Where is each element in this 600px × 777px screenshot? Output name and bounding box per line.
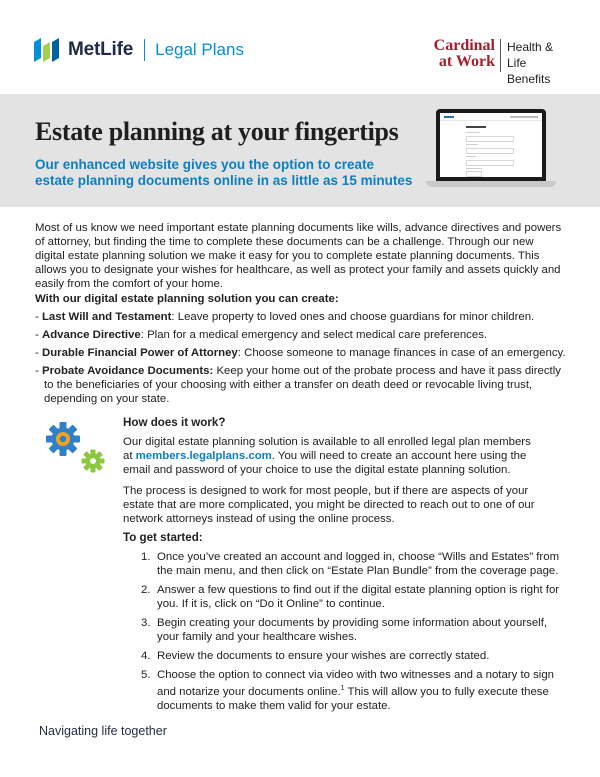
footer-tagline: Navigating life together xyxy=(39,724,167,738)
cardinal-name-line2: at Work xyxy=(438,53,495,70)
intro-paragraph: Most of us know we need important estate planning documents like wills, advance directives and powers of attorney, but finding the time to complete these documents can be a challenge. Through our new digital estate planning solution we make it easy for you to complete estate planning documents. This allows you to designate your wishes for healthcare, as well as protect your family and assets quickly and easily from the comfort of your home. xyxy=(35,222,562,290)
step-number: 2. xyxy=(141,584,151,596)
list-item xyxy=(123,550,563,578)
bullet-text: : Choose someone to manage finances in case of an emergency. xyxy=(237,347,566,359)
step-text: Begin creating your documents by providing some information about yourself, your family and your healthcare wishes. xyxy=(157,617,548,643)
laptop-screen xyxy=(436,109,546,181)
how-p1-text-end: . You will need to create an account here using the email and password of your choice to use the digital estate planning solution. xyxy=(123,450,527,476)
documents-lead: With our digital estate planning solution you can create: xyxy=(35,293,339,305)
bullet-text: : Leave property to loved ones and choose guardians for minor children. xyxy=(171,311,535,323)
bullet-text: Keep your home out of the probate process and have it pass directly to the beneficiaries of your choosing with either a transfer on death deed or revocable living trust, depending on your state. xyxy=(44,365,561,405)
document-list xyxy=(35,310,570,410)
step-number: 3. xyxy=(141,617,151,629)
gears-icon xyxy=(46,422,108,474)
step-number: 4. xyxy=(141,650,151,662)
cardinal-tagline-line2: Benefits xyxy=(507,72,551,86)
bullet-term: Probate Avoidance Documents: xyxy=(41,365,214,377)
cardinal-name-line1: Cardinal xyxy=(433,37,495,54)
step-text: Answer a few questions to find out if the digital estate planning option is right for you. If it is, click on “Do it Online” to continue. xyxy=(157,584,560,610)
step-text: Once you’ve created an account and logged in, choose “Wills and Estates” from the main menu, and then click on “Estate Plan Bundle” from the coverage page. xyxy=(157,551,560,577)
footnote-marker: 1 xyxy=(340,685,345,692)
steps-list xyxy=(123,550,563,718)
list-item xyxy=(123,583,563,611)
page-title: Estate planning at your fingertips xyxy=(35,117,399,146)
list-item xyxy=(123,616,563,644)
cardinal-at-work-logo xyxy=(412,37,572,86)
cardinal-tagline-line1: Health & Life xyxy=(507,40,554,70)
bullet-term: Durable Financial Power of Attorney xyxy=(41,347,238,359)
laptop-display xyxy=(440,113,542,177)
how-p1-text: Our digital estate planning solution is available to all enrolled legal plan members at xyxy=(123,436,531,462)
list-item: - Last Will and Testament: Leave property to loved ones and choose guardians for minor children. xyxy=(35,311,535,323)
laptop-base xyxy=(426,181,556,187)
list-item: - Advance Directive: Plan for a medical emergency and select medical care preferences. xyxy=(35,329,488,341)
bullet-term: Advance Directive xyxy=(41,329,141,341)
bullet-term: Last Will and Testament xyxy=(41,311,172,323)
cardinal-wordmark xyxy=(412,38,495,70)
step-text: Review the documents to ensure your wishes are correctly stated. xyxy=(157,650,490,662)
laptop-illustration xyxy=(426,109,556,191)
list-item: - Probate Avoidance Documents: Keep your home out of the probate process and have it pass directly to the beneficiaries of your choosing with either a transfer on death deed or revocable living trust, depending on your state. xyxy=(35,365,561,405)
how-it-works-heading: How does it work? xyxy=(123,416,226,429)
list-item xyxy=(123,668,563,713)
page-subtitle: Our enhanced website gives you the option to create estate planning documents online in as little as 15 minutes xyxy=(35,157,413,188)
how-it-works-paragraph xyxy=(123,435,543,477)
metlife-wordmark: MetLife xyxy=(68,39,134,60)
metlife-mark-icon xyxy=(34,38,62,62)
logo-divider xyxy=(500,39,501,72)
logo-divider xyxy=(144,39,145,61)
cardinal-tagline xyxy=(507,39,572,87)
metlife-division: Legal Plans xyxy=(155,40,244,59)
list-item: - Durable Financial Power of Attorney: Choose someone to manage finances in case of an emergency. xyxy=(35,347,566,359)
members-site-link[interactable]: members.legalplans.com xyxy=(135,450,272,462)
bullet-text: : Plan for a medical emergency and select medical care preferences. xyxy=(140,329,488,341)
step-text-end: This will allow you to fully execute these documents to make them valid for your estate. xyxy=(157,685,549,712)
complexity-paragraph: The process is designed to work for most people, but if there are aspects of your estate that are more complicated, you might be directed to reach out to one of our network attorneys instead of using the online process. xyxy=(123,485,535,525)
get-started-heading: To get started: xyxy=(123,531,203,544)
step-text: Choose the option to connect via video with two witnesses and a notary to sign and notarize your documents online. xyxy=(157,669,555,698)
step-number: 5. xyxy=(141,669,151,681)
metlife-logo xyxy=(34,38,244,62)
list-item xyxy=(123,649,563,663)
step-number: 1. xyxy=(141,551,151,563)
